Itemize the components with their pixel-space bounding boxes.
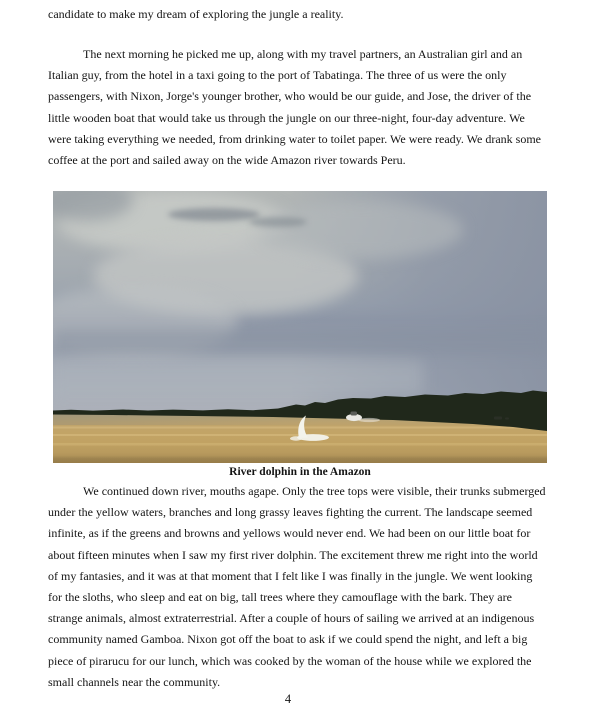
paragraph-continued: [48, 4, 568, 25]
text-line: passengers, with Nixon, Jorge's younger brother, who would be our guide, and Jose, the driver of the: [48, 89, 532, 104]
text-line: little wooden boat that would take us through the jungle on our three-night, four-day adventure. We: [48, 110, 525, 125]
text-line: coffee at the port and sailed away on the wide Amazon river towards Peru.: [48, 153, 406, 168]
text-line: strange animals, almost extraterrestrial. After a couple of hours of sailing we arrived at an indigenous: [48, 611, 535, 626]
text-line: candidate to make my dream of exploring the jungle a reality.: [48, 7, 344, 21]
text-line: community named Gamboa. Nixon got off the boat to ask if we could spend the night, and left a big: [48, 632, 528, 647]
amazon-river-photo: [53, 191, 547, 463]
page-number: 4: [284, 692, 292, 706]
text-line: about fifteen minutes when I saw my first river dolphin. The excitement threw me right into the world: [48, 547, 538, 562]
paragraph-third: [48, 481, 568, 693]
text-line: under the yellow waters, branches and long grassy leaves fighting the current. The landscape seemed: [48, 505, 533, 520]
figure-river-photo: [53, 191, 547, 463]
text-line: small channels near the community.: [48, 674, 221, 689]
text-line: for the sloths, who sleep and eat on big, tall trees where they camouflage with the bark. They are: [48, 590, 512, 605]
photo-cloud-dark-streak: [168, 208, 260, 221]
text-line: Italian guy, from the hotel in a taxi going to the port of Tabatinga. The three of us were the only: [48, 68, 507, 83]
text-line: piece of pirarucu for our lunch, which was cooked by the woman of the house while we explored the: [48, 653, 532, 668]
text-line: The next morning he picked me up, along with my travel partners, an Australian girl and an: [83, 47, 523, 61]
photo-water-gray-tint: [53, 411, 547, 425]
figure-caption: River dolphin in the Amazon: [229, 466, 371, 478]
paragraph-second: [48, 44, 568, 171]
text-line: infinite, as if the greens and browns and yellows would never end. We had been on our little boat for: [48, 526, 531, 541]
text-line: of my fantasies, and it was at that moment that I felt like I was finally in the jungle. We went looking: [48, 568, 533, 583]
text-line: We continued down river, mouths agape. Only the tree tops were visible, their trunks submerged: [83, 484, 546, 498]
photo-cloud-dark-streak: [249, 217, 307, 227]
photo-horizon-haze: [53, 361, 423, 395]
text-line: were taking everything we needed, from drinking water to toilet paper. We were ready. We drank some: [48, 131, 542, 146]
photo-cloud: [258, 201, 463, 259]
photo-dark-cloud-band: [53, 329, 547, 355]
